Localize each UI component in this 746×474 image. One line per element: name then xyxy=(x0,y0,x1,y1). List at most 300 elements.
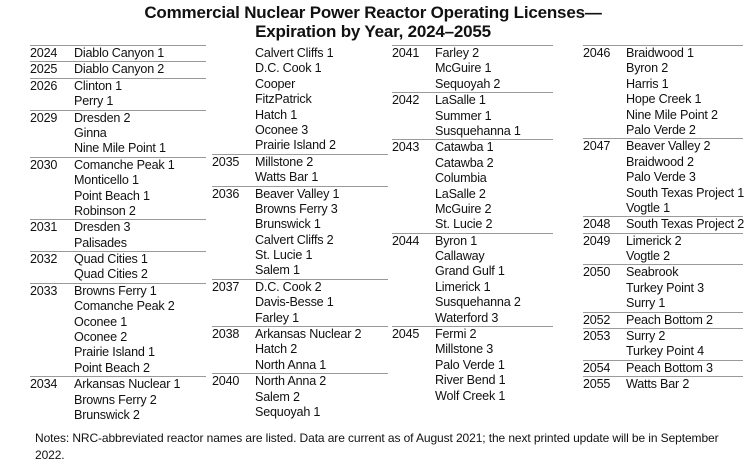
year-group xyxy=(583,264,743,311)
expiration-year xyxy=(212,46,255,61)
reactor-row xyxy=(583,377,743,392)
expiration-year xyxy=(30,126,74,141)
reactor-name: Sequoyah 1 xyxy=(255,404,321,419)
expiration-year xyxy=(212,358,255,373)
reactor-name: Nine Mile Point 1 xyxy=(74,141,166,156)
reactor-name: Turkey Point 3 xyxy=(626,280,704,295)
expiration-year: 2053 xyxy=(583,329,611,344)
expiration-year xyxy=(212,248,255,263)
reactor-row xyxy=(212,295,388,310)
expiration-year: 2024 xyxy=(30,46,58,60)
reactor-name: Oconee 1 xyxy=(74,314,128,329)
reactor-name: Salem 1 xyxy=(255,263,300,278)
year-group xyxy=(30,157,206,220)
reactor-name: Hatch 1 xyxy=(255,107,298,122)
reactor-row xyxy=(392,77,553,92)
reactor-row xyxy=(30,204,206,219)
expiration-year xyxy=(392,342,435,357)
year-group xyxy=(392,233,553,326)
expiration-year xyxy=(392,389,435,404)
expiration-year xyxy=(392,124,435,139)
reactor-row xyxy=(212,123,388,138)
reactor-name: Surry 2 xyxy=(626,329,666,344)
reactor-name: Hope Creek 1 xyxy=(626,92,702,107)
reactor-row xyxy=(212,280,388,295)
expiration-year: 2044 xyxy=(392,233,420,248)
reactor-name: Point Beach 2 xyxy=(74,360,150,375)
expiration-year: 2048 xyxy=(583,217,611,232)
reactor-row xyxy=(212,202,388,217)
license-column-3 xyxy=(392,45,553,404)
notes: Notes: NRC-abbreviated reactor names are listed. Data are current as of August 2021; the next printed update will be in September 2022. xyxy=(35,431,719,462)
reactor-row xyxy=(30,252,206,267)
reactor-row xyxy=(392,327,553,342)
reactor-row xyxy=(392,140,553,155)
reactor-row xyxy=(30,141,206,156)
reactor-name: Watts Bar 1 xyxy=(255,170,319,185)
reactor-row xyxy=(212,358,388,373)
reactor-name: Byron 2 xyxy=(626,61,669,76)
expiration-year xyxy=(30,141,74,156)
reactor-row xyxy=(392,311,553,326)
expiration-year xyxy=(30,236,74,251)
reactor-row xyxy=(392,187,553,202)
reactor-name: Limerick 1 xyxy=(435,279,491,294)
license-column-4 xyxy=(583,45,743,393)
expiration-year xyxy=(212,138,255,153)
expiration-year xyxy=(392,171,435,186)
reactor-name: Monticello 1 xyxy=(74,173,139,188)
expiration-year: 2047 xyxy=(583,139,611,154)
year-group xyxy=(583,233,743,265)
expiration-year xyxy=(392,311,435,326)
reactor-name: Palisades xyxy=(74,235,127,250)
expiration-year: 2030 xyxy=(30,157,58,172)
expiration-year: 2033 xyxy=(30,283,58,298)
reactor-row xyxy=(30,393,206,408)
reactor-row xyxy=(392,234,553,249)
reactor-name: St. Lucie 2 xyxy=(435,217,493,232)
expiration-year: 2045 xyxy=(392,327,420,342)
reactor-row xyxy=(30,220,206,235)
reactor-name: Brunswick 2 xyxy=(74,407,140,422)
expiration-year xyxy=(392,187,435,202)
reactor-row xyxy=(392,358,553,373)
year-group xyxy=(30,110,206,157)
reactor-name: Surry 1 xyxy=(626,296,666,311)
expiration-year xyxy=(583,155,626,170)
reactor-row xyxy=(583,296,743,311)
reactor-name: South Texas Project 1 xyxy=(626,185,745,200)
reactor-row xyxy=(30,79,206,94)
reactor-name: Clinton 1 xyxy=(74,78,122,93)
reactor-row xyxy=(583,361,743,376)
reactor-row xyxy=(30,408,206,423)
reactor-name: Byron 1 xyxy=(435,233,478,248)
page-title xyxy=(0,3,746,41)
reactor-name: Dresden 3 xyxy=(74,220,131,235)
expiration-year: 2038 xyxy=(212,327,240,342)
reactor-row xyxy=(583,46,743,61)
expiration-year xyxy=(212,217,255,232)
reactor-name: Robinson 2 xyxy=(74,203,136,218)
reactor-name: D.C. Cook 1 xyxy=(255,61,322,76)
expiration-year xyxy=(583,77,626,92)
expiration-year xyxy=(392,217,435,232)
reactor-name: Comanche Peak 2 xyxy=(74,299,175,314)
expiration-year xyxy=(212,342,255,357)
reactor-name: FitzPatrick xyxy=(255,92,312,107)
license-column-1 xyxy=(30,45,206,423)
reactor-name: Quad Cities 1 xyxy=(74,252,148,267)
expiration-year: 2040 xyxy=(212,374,240,389)
year-group xyxy=(583,312,743,328)
reactor-name: Sequoyah 2 xyxy=(435,76,501,91)
reactor-name: Seabrook xyxy=(626,265,679,280)
reactor-row xyxy=(30,267,206,282)
reactor-name: Ginna xyxy=(74,125,107,140)
reactor-name: Millstone 2 xyxy=(255,154,313,169)
reactor-row xyxy=(583,344,743,359)
reactor-row xyxy=(392,295,553,310)
reactor-row xyxy=(583,265,743,280)
reactor-row xyxy=(30,299,206,314)
reactor-name: Browns Ferry 3 xyxy=(255,201,338,216)
year-group xyxy=(30,376,206,423)
reactor-row xyxy=(583,139,743,154)
expiration-year: 2032 xyxy=(30,252,58,267)
expiration-year xyxy=(583,344,626,359)
expiration-year xyxy=(30,361,74,376)
reactor-name: Vogtle 2 xyxy=(626,249,670,264)
reactor-name: Browns Ferry 2 xyxy=(74,392,157,407)
year-group xyxy=(212,373,388,420)
reactor-row xyxy=(392,109,553,124)
reactor-name: Comanche Peak 1 xyxy=(74,157,175,172)
expiration-year xyxy=(212,311,255,326)
expiration-year xyxy=(30,267,74,282)
reactor-row xyxy=(30,94,206,109)
expiration-year xyxy=(30,204,74,219)
expiration-year xyxy=(212,123,255,138)
reactor-name: Quad Cities 2 xyxy=(74,267,148,282)
reactor-row xyxy=(392,389,553,404)
expiration-year xyxy=(212,202,255,217)
reactor-row xyxy=(392,217,553,232)
reactor-name: Braidwood 2 xyxy=(626,154,694,169)
reactor-row xyxy=(212,390,388,405)
reactor-name: Salem 2 xyxy=(255,389,300,404)
expiration-year: 2026 xyxy=(30,78,58,93)
expiration-year xyxy=(392,280,435,295)
expiration-year xyxy=(30,189,74,204)
year-group xyxy=(212,154,388,186)
reactor-name: Prairie Island 1 xyxy=(74,345,155,360)
reactor-name: Calvert Cliffs 1 xyxy=(255,46,334,60)
reactor-name: Catawba 1 xyxy=(435,140,494,155)
expiration-year xyxy=(212,295,255,310)
expiration-year xyxy=(392,109,435,124)
reactor-name: Hatch 2 xyxy=(255,342,298,357)
reactor-name: Arkansas Nuclear 1 xyxy=(74,377,181,392)
reactor-row xyxy=(212,92,388,107)
reactor-row xyxy=(212,248,388,263)
reactor-row xyxy=(212,374,388,389)
reactor-row xyxy=(212,311,388,326)
expiration-year xyxy=(583,61,626,76)
year-group xyxy=(30,61,206,77)
reactor-name: Harris 1 xyxy=(626,76,669,91)
expiration-year xyxy=(392,61,435,76)
reactor-name: Davis-Besse 1 xyxy=(255,295,334,310)
reactor-row xyxy=(583,313,743,328)
reactor-row xyxy=(583,186,743,201)
reactor-name: Grand Gulf 1 xyxy=(435,264,505,279)
reactor-name: Palo Verde 2 xyxy=(626,122,696,137)
reactor-row xyxy=(30,236,206,251)
reactor-name: South Texas Project 2 xyxy=(626,217,745,232)
reactor-row xyxy=(583,217,743,232)
expiration-year xyxy=(212,61,255,76)
expiration-year xyxy=(212,405,255,420)
reactor-row xyxy=(212,138,388,153)
reactor-name: Waterford 3 xyxy=(435,310,499,325)
reactor-name: Oconee 3 xyxy=(255,122,309,137)
reactor-row xyxy=(212,155,388,170)
reactor-row xyxy=(392,280,553,295)
reactor-row xyxy=(30,62,206,77)
expiration-year xyxy=(583,170,626,185)
year-group xyxy=(392,45,553,92)
reactor-name: Browns Ferry 1 xyxy=(74,283,157,298)
year-group xyxy=(30,78,206,110)
reactor-row xyxy=(583,123,743,138)
reactor-name: St. Lucie 1 xyxy=(255,248,313,263)
reactor-name: Calvert Cliffs 2 xyxy=(255,232,334,247)
reactor-row xyxy=(30,361,206,376)
expiration-year xyxy=(583,92,626,107)
expiration-year xyxy=(392,373,435,388)
reactor-name: Brunswick 1 xyxy=(255,217,321,232)
expiration-year xyxy=(30,345,74,360)
year-group xyxy=(212,45,388,154)
license-column-2 xyxy=(212,45,388,420)
expiration-year: 2029 xyxy=(30,110,58,125)
year-group xyxy=(583,360,743,376)
expiration-year: 2025 xyxy=(30,62,58,77)
year-group xyxy=(212,186,388,279)
reactor-name: Susquehanna 1 xyxy=(435,123,521,138)
reactor-row xyxy=(583,108,743,123)
reactor-row xyxy=(30,111,206,126)
reactor-name: Palo Verde 3 xyxy=(626,170,696,185)
reactor-name: Diablo Canyon 1 xyxy=(74,46,165,60)
expiration-year xyxy=(212,263,255,278)
expiration-year xyxy=(583,281,626,296)
expiration-year: 2036 xyxy=(212,186,240,201)
reactor-name: Cooper xyxy=(255,76,296,91)
reactor-name: Susquehanna 2 xyxy=(435,295,521,310)
reactor-row xyxy=(212,77,388,92)
expiration-year xyxy=(30,393,74,408)
year-group xyxy=(212,279,388,326)
reactor-name: Vogtle 1 xyxy=(626,200,670,215)
reactor-name: LaSalle 1 xyxy=(435,93,486,108)
expiration-year: 2050 xyxy=(583,265,611,280)
reactor-row xyxy=(392,264,553,279)
reactor-name: Watts Bar 2 xyxy=(626,377,690,392)
reactor-name: Farley 2 xyxy=(435,46,479,60)
reactor-row xyxy=(30,284,206,299)
reactor-row xyxy=(583,170,743,185)
expiration-year xyxy=(583,108,626,123)
year-group xyxy=(212,326,388,373)
reactor-row xyxy=(30,126,206,141)
reactor-row xyxy=(583,201,743,216)
expiration-year xyxy=(392,202,435,217)
reactor-row xyxy=(212,263,388,278)
reactor-name: Prairie Island 2 xyxy=(255,138,336,153)
reactor-name: Arkansas Nuclear 2 xyxy=(255,327,362,342)
reactor-name: Nine Mile Point 2 xyxy=(626,107,718,122)
year-group xyxy=(583,216,743,232)
expiration-year xyxy=(392,249,435,264)
expiration-year: 2041 xyxy=(392,46,420,60)
reactor-name: Beaver Valley 2 xyxy=(626,139,711,154)
reactor-row xyxy=(392,171,553,186)
expiration-year xyxy=(30,299,74,314)
reactor-row xyxy=(583,77,743,92)
reactor-row xyxy=(392,373,553,388)
expiration-year xyxy=(212,92,255,107)
reactor-row xyxy=(583,234,743,249)
reactor-row xyxy=(30,330,206,345)
expiration-year xyxy=(30,330,74,345)
reactor-row xyxy=(583,155,743,170)
reactor-row xyxy=(392,46,553,61)
reactor-row xyxy=(392,342,553,357)
reactor-row xyxy=(583,61,743,76)
expiration-year xyxy=(30,94,74,109)
reactor-row xyxy=(212,170,388,185)
reactor-name: Braidwood 1 xyxy=(626,46,694,60)
reactor-name: McGuire 2 xyxy=(435,201,492,216)
year-group xyxy=(583,328,743,360)
year-group xyxy=(392,92,553,139)
reactor-row xyxy=(30,345,206,360)
expiration-year xyxy=(583,296,626,311)
reactor-name: Fermi 2 xyxy=(435,327,477,342)
reactor-row xyxy=(583,92,743,107)
reactor-name: Summer 1 xyxy=(435,108,492,123)
reactor-name: Diablo Canyon 2 xyxy=(74,62,165,77)
title-line-2: Expiration by Year, 2024–2055 xyxy=(255,22,491,41)
expiration-year xyxy=(212,390,255,405)
year-group xyxy=(583,45,743,138)
reactor-row xyxy=(212,233,388,248)
expiration-year xyxy=(583,249,626,264)
year-group xyxy=(30,251,206,283)
reactor-row xyxy=(583,329,743,344)
reactor-name: Peach Bottom 2 xyxy=(626,312,713,327)
reactor-name: Columbia xyxy=(435,171,487,186)
reactor-name: Peach Bottom 3 xyxy=(626,360,713,375)
reactor-name: D.C. Cook 2 xyxy=(255,279,322,294)
expiration-year xyxy=(30,173,74,188)
reactor-row xyxy=(30,315,206,330)
reactor-row xyxy=(30,189,206,204)
expiration-year: 2054 xyxy=(583,360,611,375)
expiration-year xyxy=(583,186,626,201)
expiration-year: 2034 xyxy=(30,377,58,392)
reactor-name: North Anna 2 xyxy=(255,374,327,389)
reactor-row xyxy=(583,281,743,296)
reactor-name: Callaway xyxy=(435,249,485,264)
reactor-row xyxy=(30,377,206,392)
reactor-row xyxy=(392,124,553,139)
expiration-year xyxy=(212,170,255,185)
reactor-name: Point Beach 1 xyxy=(74,188,150,203)
reactor-name: North Anna 1 xyxy=(255,357,327,372)
expiration-year xyxy=(392,358,435,373)
reactor-row xyxy=(392,61,553,76)
reactor-name: Millstone 3 xyxy=(435,342,493,357)
reactor-row xyxy=(392,93,553,108)
expiration-year xyxy=(583,201,626,216)
expiration-year xyxy=(392,295,435,310)
reactor-name: Oconee 2 xyxy=(74,330,128,345)
expiration-year: 2055 xyxy=(583,377,611,392)
expiration-year: 2042 xyxy=(392,93,420,108)
reactor-name: Catawba 2 xyxy=(435,155,494,170)
year-group xyxy=(583,138,743,216)
expiration-year: 2049 xyxy=(583,233,611,248)
expiration-year: 2031 xyxy=(30,220,58,235)
reactor-name: LaSalle 2 xyxy=(435,186,486,201)
year-group xyxy=(392,139,553,232)
reactor-name: River Bend 1 xyxy=(435,373,506,388)
reactor-name: Wolf Creek 1 xyxy=(435,388,506,403)
year-group xyxy=(30,45,206,61)
expiration-year xyxy=(392,77,435,92)
reactor-name: Palo Verde 1 xyxy=(435,357,505,372)
expiration-year xyxy=(212,108,255,123)
reactor-row xyxy=(212,327,388,342)
expiration-year: 2043 xyxy=(392,140,420,155)
expiration-year xyxy=(212,233,255,248)
reactor-row xyxy=(212,46,388,61)
reactor-name: Limerick 2 xyxy=(626,233,682,248)
expiration-year xyxy=(392,264,435,279)
reactor-row xyxy=(212,187,388,202)
expiration-year: 2035 xyxy=(212,154,240,169)
year-group xyxy=(30,219,206,251)
reactor-name: Dresden 2 xyxy=(74,110,131,125)
reactor-row xyxy=(392,249,553,264)
reactor-name: Turkey Point 4 xyxy=(626,344,704,359)
reactor-row xyxy=(212,108,388,123)
expiration-year xyxy=(583,123,626,138)
expiration-year xyxy=(30,315,74,330)
expiration-year xyxy=(212,77,255,92)
year-group xyxy=(583,376,743,392)
reactor-row xyxy=(392,156,553,171)
expiration-year xyxy=(392,156,435,171)
reactor-name: McGuire 1 xyxy=(435,61,492,76)
reactor-name: Farley 1 xyxy=(255,310,299,325)
reactor-row xyxy=(212,61,388,76)
reactor-row xyxy=(212,217,388,232)
